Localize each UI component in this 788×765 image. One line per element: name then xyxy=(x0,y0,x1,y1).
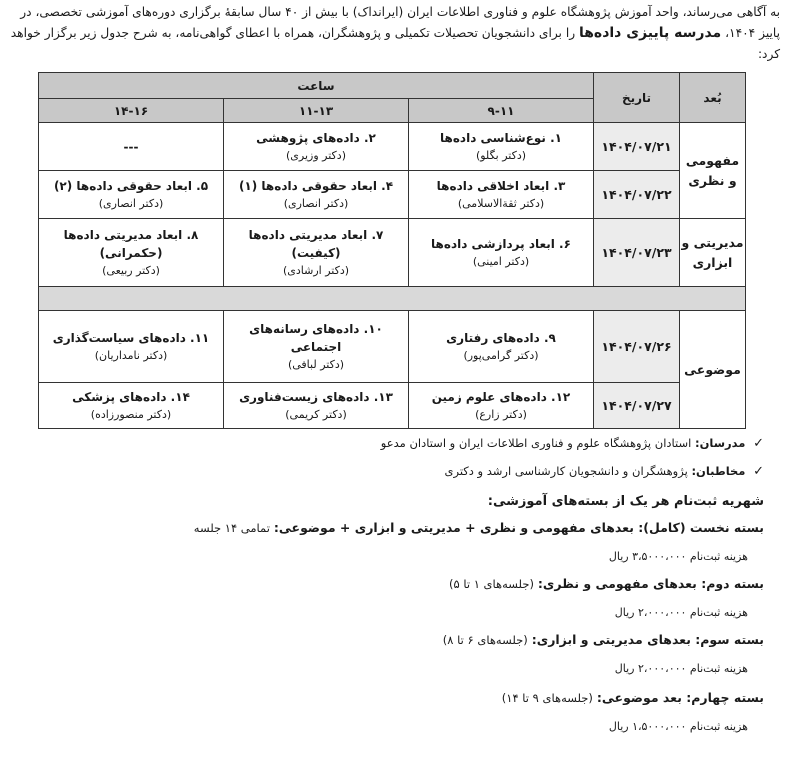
session-cell xyxy=(409,219,594,287)
session-title: ۱. نوع‌شناسی داده‌ها xyxy=(440,130,562,145)
session-lecturer: (دکتر انصاری) xyxy=(98,196,164,210)
session-lecturer: (دکتر زارع) xyxy=(475,407,527,421)
package-4 xyxy=(502,690,764,705)
package-3-fee: هزینه ثبت‌نام ۲،۰۰۰،۰۰۰ ریال xyxy=(614,662,748,675)
session-title: ۴. ابعاد حقوقی داده‌ها (۱) xyxy=(238,178,394,193)
row-date: ۱۴۰۴/۰۷/۲۱ xyxy=(594,123,680,171)
session-lecturer: (دکتر انصاری) xyxy=(283,196,349,210)
session-lecturer: (دکتر ارشادی) xyxy=(282,263,350,277)
session-title: ۳. ابعاد اخلاقی داده‌ها xyxy=(436,178,566,193)
table-row xyxy=(39,219,746,287)
session-title: ۶. ابعاد پردازشی داده‌ها xyxy=(431,236,571,251)
session-lecturer: (دکتر ثقةالاسلامی) xyxy=(457,196,545,210)
session-title: ۷. ابعاد مدیریتی داده‌ها (کیفیت) xyxy=(248,227,384,260)
header-slot-3: ۱۴-۱۶ xyxy=(39,99,224,123)
fees-title: شهریه ثبت‌نام هر یک از بسته‌های آموزشی: xyxy=(487,494,764,509)
header-date: تاریخ xyxy=(594,73,680,123)
session-cell xyxy=(409,123,594,171)
package-4-fee: هزینه ثبت‌نام ۱،۵۰۰۰،۰۰۰ ریال xyxy=(608,720,748,733)
package-2-fee: هزینه ثبت‌نام ۲،۰۰۰،۰۰۰ ریال xyxy=(614,606,748,619)
intro-paragraph xyxy=(10,2,780,65)
session-cell xyxy=(409,171,594,219)
row-date: ۱۴۰۴/۰۷/۲۷ xyxy=(594,383,680,429)
session-cell xyxy=(39,123,224,171)
check-icon: ✓ xyxy=(753,464,764,479)
session-title: ۱۱. داده‌های سیاست‌گذاری xyxy=(52,330,210,345)
table-gap-row xyxy=(39,287,746,311)
header-slot-1: ۹-۱۱ xyxy=(409,99,594,123)
package-note: تمامی ۱۴ جلسه xyxy=(193,521,270,535)
package-2 xyxy=(449,576,764,591)
table-row xyxy=(39,171,746,219)
session-cell xyxy=(39,383,224,429)
session-cell xyxy=(39,219,224,287)
table-row xyxy=(39,383,746,429)
session-title: ۸. ابعاد مدیریتی داده‌ها xyxy=(63,227,199,242)
package-1-fee: هزینه ثبت‌نام ۳،۵۰۰۰،۰۰۰ ریال xyxy=(608,550,748,563)
session-lecturer: (دکتر امینی) xyxy=(472,254,530,268)
session-cell xyxy=(224,171,409,219)
header-dimension: بُعد xyxy=(680,73,746,123)
intro-line-1: به آگاهی می‌رساند، واحد آموزش پژوهشگاه علوم و فناوری اطلاعات ایران (ایرانداک) با بیش از ۴۰ سال سابقهٔ برگزاری دوره‌های آموزشی تخصصی، در xyxy=(20,5,780,19)
header-slot-2: ۱۱-۱۳ xyxy=(224,99,409,123)
session-title: ۱۲. داده‌های علوم زمین xyxy=(431,389,571,404)
session-lecturer: (دکتر نامداریان) xyxy=(94,348,168,362)
package-note: (جلسه‌های ۹ تا ۱۴) xyxy=(501,691,593,705)
dimension-conceptual: مفهومی و نظری xyxy=(680,123,746,219)
session-title: ۵. ابعاد حقوقی داده‌ها (۲) xyxy=(53,178,209,193)
session-title-cont: اجتماعی xyxy=(290,339,342,354)
session-cell xyxy=(409,311,594,383)
session-lecturer: (دکتر کریمی) xyxy=(285,407,347,421)
dimension-topical: موضوعی xyxy=(680,311,746,429)
row-date: ۱۴۰۴/۰۷/۲۳ xyxy=(594,219,680,287)
teachers-label: مدرسان: xyxy=(695,436,746,450)
package-3 xyxy=(443,632,764,647)
row-date: ۱۴۰۴/۰۷/۲۲ xyxy=(594,171,680,219)
school-name: مدرسه پاییزی داده‌ها xyxy=(578,25,722,41)
session-title: ۱۳. داده‌های زیست‌فناوری xyxy=(239,389,393,404)
package-label: بسته دوم: بعدهای مفهومی و نظری: xyxy=(537,576,764,591)
intro-season: پاییز ۱۴۰۴، xyxy=(725,26,780,40)
session-title: ۱۴. داده‌های پزشکی xyxy=(72,389,190,404)
session-cell xyxy=(224,219,409,287)
audience-line xyxy=(444,464,764,479)
session-lecturer: (دکتر ربیعی) xyxy=(102,263,160,277)
package-label: بسته نخست (کامل): بعدهای مفهومی و نظری + مدیریتی و ابزاری + موضوعی: xyxy=(273,520,764,535)
teachers-line xyxy=(381,436,764,451)
session-cell xyxy=(39,171,224,219)
package-1 xyxy=(194,520,764,535)
session-title-cont: (حکمرانی) xyxy=(99,245,163,260)
header-time: ساعت xyxy=(39,73,594,99)
row-date: ۱۴۰۴/۰۷/۲۶ xyxy=(594,311,680,383)
session-lecturer: (دکتر بگلو) xyxy=(475,148,527,162)
session-lecturer: (دکتر گرامی‌پور) xyxy=(463,348,539,362)
session-title: ۹. داده‌های رفتاری xyxy=(446,330,556,345)
dimension-management: مدیریتی و ابزاری xyxy=(680,219,746,287)
intro-line-3: کرد: xyxy=(757,47,780,61)
session-cell xyxy=(409,383,594,429)
session-title: ۲. داده‌های پژوهشی xyxy=(256,130,376,145)
schedule-table xyxy=(38,72,746,429)
package-note: (جلسه‌های ۶ تا ۸) xyxy=(442,633,528,647)
package-label: بسته سوم: بعدهای مدیریتی و ابزاری: xyxy=(531,632,764,647)
package-label: بسته چهارم: بعد موضوعی: xyxy=(596,690,764,705)
package-note: (جلسه‌های ۱ تا ۵) xyxy=(448,577,534,591)
session-cell xyxy=(39,311,224,383)
session-cell xyxy=(224,383,409,429)
intro-line-2 xyxy=(10,23,780,44)
table-row xyxy=(39,123,746,171)
session-cell xyxy=(224,123,409,171)
audience-label: مخاطبان: xyxy=(691,464,746,478)
session-lecturer: (دکتر لبافی) xyxy=(287,357,345,371)
session-title: ۱۰. داده‌های رسانه‌های xyxy=(249,321,383,336)
session-cell xyxy=(224,311,409,383)
intro-rest: را برای دانشجویان تحصیلات تکمیلی و پژوهشگران، همراه با اعطای گواهی‌نامه، به شرح جدول زیر برگزار خواهد xyxy=(10,26,576,40)
audience-value: پژوهشگران و دانشجویان کارشناسی ارشد و دکتری xyxy=(444,464,688,478)
session-title: --- xyxy=(123,139,139,154)
session-lecturer: (دکتر منصورزاده) xyxy=(90,407,172,421)
table-row xyxy=(39,311,746,383)
teachers-value: استادان پژوهشگاه علوم و فناوری اطلاعات ایران و استادان مدعو xyxy=(380,436,692,450)
check-icon: ✓ xyxy=(753,436,764,451)
session-lecturer: (دکتر وزیری) xyxy=(286,148,346,162)
